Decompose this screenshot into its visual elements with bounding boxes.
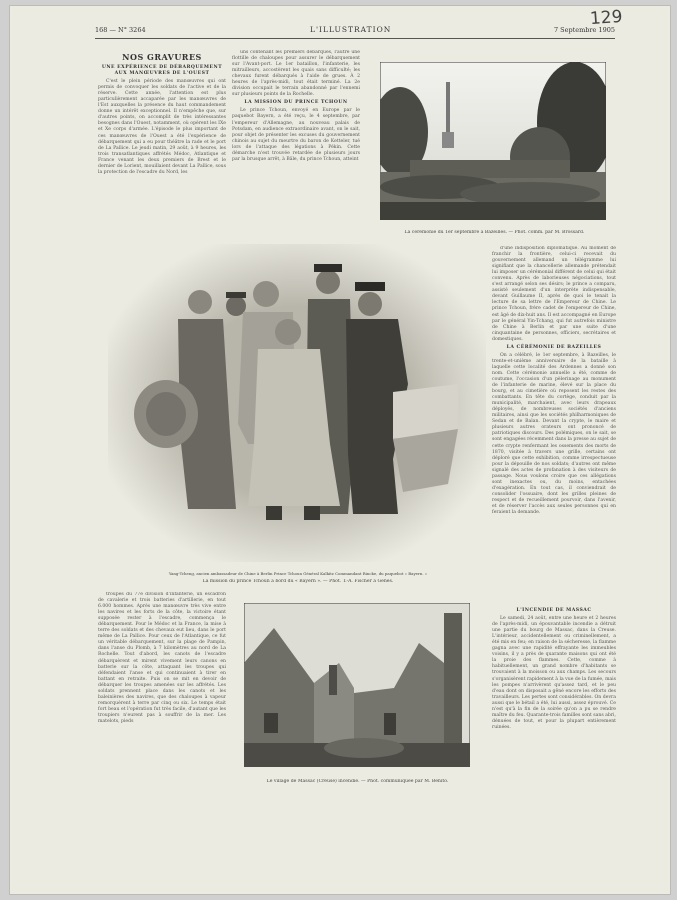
article-text-bazeilles: On a célébré, le 1er septembre, à Bazeilles, le trente-et-unième anniversaire de la bataille à laquelle cette localité des Ardennes a donné son nom. Cette cérémonie annuelle a été, comme de coutume, l'occasion d'un pèlerinage au monument de l'infanterie de marine, élevé sur la place du bourg, et au cimetière où reposent les restes des combattants. En tête du cortège, conduit par la municipalité, marchaient, avec leurs drapeaux déployés, de nombreuses sociétés d'anciens militaires, ainsi que les sociétés philharmoniques de Sedan et de Balan. Devant la crypte, le maire et plusieurs autres orateurs ont prononcé de patriotiques discours. Des polémiques, on le sait, se sont engagées récemment dans la presse au sujet de cette crypte renfermant les ossements des morts de 1870, visitée à travers une grille, certains ont déploré que cette exhibition, comme irrespectueuse pour la dépouille de nos soldats; d'autres ont même signalé des actes de profanation à des visiteurs de passage. Nous voulons croire que ces allégations sont inexactes ou, du moins, entachées d'exagération. En tout cas, il conviendrait de consolider l'ossuaire, dont les grilles pleines de respect et de recueillement pourvoir, dans l'avenir, et de réserver l'accès aux seules personnes qui en feraient la demande. (492, 352, 616, 516)
column-bazeilles (492, 246, 616, 584)
section-heading: NOS GRAVURES (122, 52, 202, 62)
photo-bazeilles (380, 62, 606, 220)
column-nos-gravures (98, 50, 226, 235)
page-header (95, 24, 615, 39)
article-text-debarquement-continued: troupes du 77e division d'infanterie, un escadron de cavalerie et trois batteries d'artillerie, en tout 6.000 hommes. Après une manœuvre très vive entre les navires et les forts de la côte, la victoire étant supposée rester à l'escadre, commença le débarquement. Pour le Médoc et la France, la mise à terre des soldats et des chevaux eut lieu, dans le port même de La Pallice. Pour ceux de l'Atlantique, ce fut un véritable débarquement, sur la plage de Pampin, dans l'anse du Plomb, à 7 kilomètres au nord de La Rochelle. Tout d'abord, les canots de l'escadre débarquèrent et mirent vivement leurs canons en batterie sur la côte, attaquant les troupes qui défendaient l'anse et qui continuaient à tirer en battant en retraite. Puis on se mit en devoir de débarquer les troupes amenées sur les affrétés. Les soldats prennent place dans les canots et les baleinières des navires, que des chaloupes à vapeur remorquèrent à terre par cinq ou six. Le temps était fort beau et l'opération fut très facile, d'autant que les troupiers n'eurent pas à souffrir de la mer. Les matelots, pieds (98, 592, 226, 724)
article-text-mission-continued: d'une indisposition diplomatique. Au moment de franchir la frontière, celui-ci recevait du gouvernement allemand un télégramme lui signifiant que la chancellerie allemande prétendait lui imposer un cérémonial différent de celui qui était convenu. Après de laborieuses négociations, tout s'est arrangé selon ses désirs; le prince a comparu, assisté seulement d'un interprète indispensable, devant Guillaume II, après de quoi le tenait la lecture de sa lettre de l'Empereur de Chine. Le prince Tchoun, frère cadet de l'empereur de Chine, est âgé de dix-huit ans. Il est accompagné en Europe par le général Yin-Tchang, qui fut autrefois ministre de Chine à Berlin et par une suite d'une cinquantaine de personnes, officiers, secrétaires et domestiques. (492, 246, 616, 342)
column-debarquement-continued (98, 592, 226, 872)
caption-mission: La mission du prince Tchoun à bord du « Bayern ». — Phot. T.-A. Fischer à Gênes. (202, 579, 394, 584)
publication-title: L'ILLUSTRATION (310, 25, 392, 34)
column-massac (492, 606, 616, 796)
page-number: 168 — N° 3264 (95, 26, 146, 34)
article-text-continued: uns contenant les premiers débarqués, l'autre une flottille de chaloupes pour assurer le débarquement sur l'Avant-port. Le 1er bataillon, l'infanterie, les mitrailleurs, accostèrent les quais sans difficulté; les chevaux furent débarqués à l'aide de grues. À 2 heures de l'après-midi, tout était terminé. La 2e division occupait le terrain abandonné par l'ennemi sur plusieurs points de la Rochelle. (232, 50, 360, 98)
photo-mission-tchoun (108, 244, 486, 562)
caption-massac: Le village de Massac (Creuse) incendié. — Phot. communiquée par M. Benito. (266, 779, 449, 784)
article-heading-debarquement: UNE EXPÉRIENCE DE DÉBARQUEMENT AUX MANŒUVRES DE L'OUEST (101, 65, 223, 77)
article-text-massac: Le samedi, 24 août, entre une heure et 2 heures de l'après-midi, un épouvantable incendie a détruit une partie du bourg de Massac, dans la Creuse. L'intérieur, accidentellement ou criminellement, a été mis en feu; en raison de la sécheresse, la flamme gagna avec une rapidité effrayante les immeubles voisins, il y a près de quarante maisons qui ont été la proie des flammes. Cette, comme à habituellement, un grand nombre d'habitants se trouvaient à la moisson ou aux champs. Les secours s'organisèrent rapidement à la vue de la fumée, mais les pompes n'arrivèrent qu'assez tard, et le peu d'eau dont on disposait a gêné encore les efforts des travailleurs. Les pertes sont considérables. On devra aussi que le bétail a été, lui aussi, assez éprouvé. Ce n'est qu'à la fin de la soirée qu'on a pu se rendre maître du feu. Quarante-trois familles sont sans abri, dénuées de tout, et pour la plupart entièrement ruinées. (492, 616, 616, 730)
article-heading-mission: LA MISSION DU PRINCE TCHOUN (244, 100, 348, 106)
article-heading-bazeilles: LA CÉRÉMONIE DE BAZEILLES (506, 344, 602, 350)
article-text: C'est le plein période des manœuvres qui ont permis de convoquer les soldats de l'active et de la réserve. Cette année, l'attention est plus particulièrement accaparée par les manœuvres de l'Est auxquelles la présence du haut commandement donne un intérêt exceptionnel. Il n'empêche que, sur d'autres points, on accomplit de très intéressantes besognes dans l'Ouest, notamment, où opèrent les IXe et Xe corps d'armée. L'épisode le plus important de ces manœuvres de l'Ouest a été l'expérience de débarquement qui a eu pour théâtre la rade et le port de La Pallice. Le jeudi matin, 29 août, à 9 heures, les trois transatlantiques affrétés Médoc, Atlantique et France venant les deux premiers de Brest et le dernier de Lorient, mouillaient devant La Pallice, sous la protection de l'escadre du Nord, les (98, 79, 226, 175)
photo-massac (244, 603, 470, 767)
issue-date: 7 Septembre 1905 (553, 26, 615, 34)
column-mission (232, 50, 360, 235)
caption-bazeilles: La cérémonie du 1er septembre à Bazeilles. — Phot. comm. par M. Brossard. (404, 230, 585, 235)
handwritten-number: 129 (589, 6, 624, 30)
article-text-mission: Le prince Tchoun, envoyé en Europe par le paquebot Bayern, a été reçu, le 4 septembre, par l'empereur d'Allemagne, au nouveau palais de Potsdam, en audience extraordinaire avant, on le sait, pour objet de présenter les excuses du gouvernement chinois au sujet du meurtre du baron de Ketteler, tué lors de l'attaque des légations à Pékin. Cette démarche n'est trouvée retardée de plusieurs jours par la brusque arrêt, à Bâle, du prince Tchoun, atteint (232, 108, 360, 162)
article-heading-massac: L'INCENDIE DE MASSAC (516, 608, 592, 613)
caption-mission-names: Yang-Tcheng, ancien ambassadeur de Chine à Berlin Prince Tchoun Général Kalkitz Commandant Rincke, du paquebot « Bayern. » (168, 571, 428, 576)
